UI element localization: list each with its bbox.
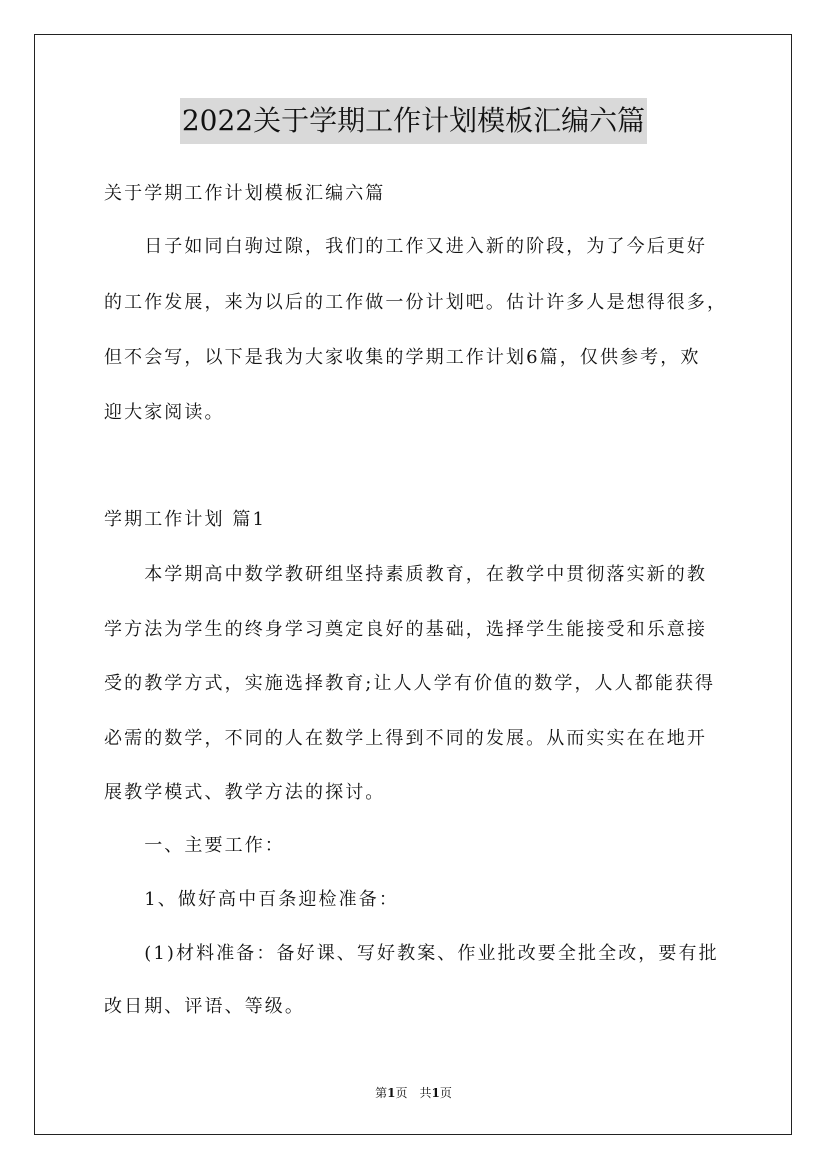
- intro-line-1: 日子如同白驹过隙，我们的工作又进入新的阶段，为了今后更好: [104, 236, 707, 257]
- section-line-2: 学方法为学生的终身学习奠定良好的基础，选择学生能接受和乐意接: [104, 619, 707, 640]
- intro-line-4: 迎大家阅读。: [104, 402, 225, 423]
- page-footer: [0, 1084, 827, 1101]
- footer-prefix: 第: [375, 1086, 388, 1100]
- document-subtitle: 关于学期工作计划模板汇编六篇: [104, 183, 386, 204]
- section-line-6: 一、主要工作：: [104, 835, 285, 856]
- intro-line-3: 但不会写，以下是我为大家收集的学期工作计划6篇，仅供参考，欢: [104, 347, 701, 368]
- section-line-1: 本学期高中数学教研组坚持素质教育，在教学中贯彻落实新的教: [104, 564, 707, 585]
- footer-page-current: 1: [387, 1086, 396, 1100]
- section-line-5: 展教学模式、教学方法的探讨。: [104, 782, 386, 803]
- document-title: [0, 98, 827, 148]
- section-line-9: 改日期、评语、等级。: [104, 996, 305, 1017]
- footer-suffix: 页: [439, 1086, 452, 1100]
- section-line-7: 1、做好高中百条迎检准备：: [104, 889, 399, 910]
- section-line-8: (1)材料准备：备好课、写好教案、作业批改要全批全改，要有批: [104, 943, 719, 964]
- document-title-text: 2022关于学期工作计划模板汇编六篇: [180, 98, 647, 144]
- footer-mid: 页 共: [395, 1086, 432, 1100]
- intro-line-2: 的工作发展，来为以后的工作做一份计划吧。估计许多人是想得很多，: [104, 292, 728, 313]
- section-line-4: 必需的数学，不同的人在数学上得到不同的发展。从而实实在在地开: [104, 728, 707, 749]
- section-heading: 学期工作计划 篇1: [104, 509, 267, 530]
- section-line-3: 受的教学方式，实施选择教育;让人人学有价值的数学，人人都能获得: [104, 673, 716, 694]
- footer-page-total: 1: [431, 1086, 440, 1100]
